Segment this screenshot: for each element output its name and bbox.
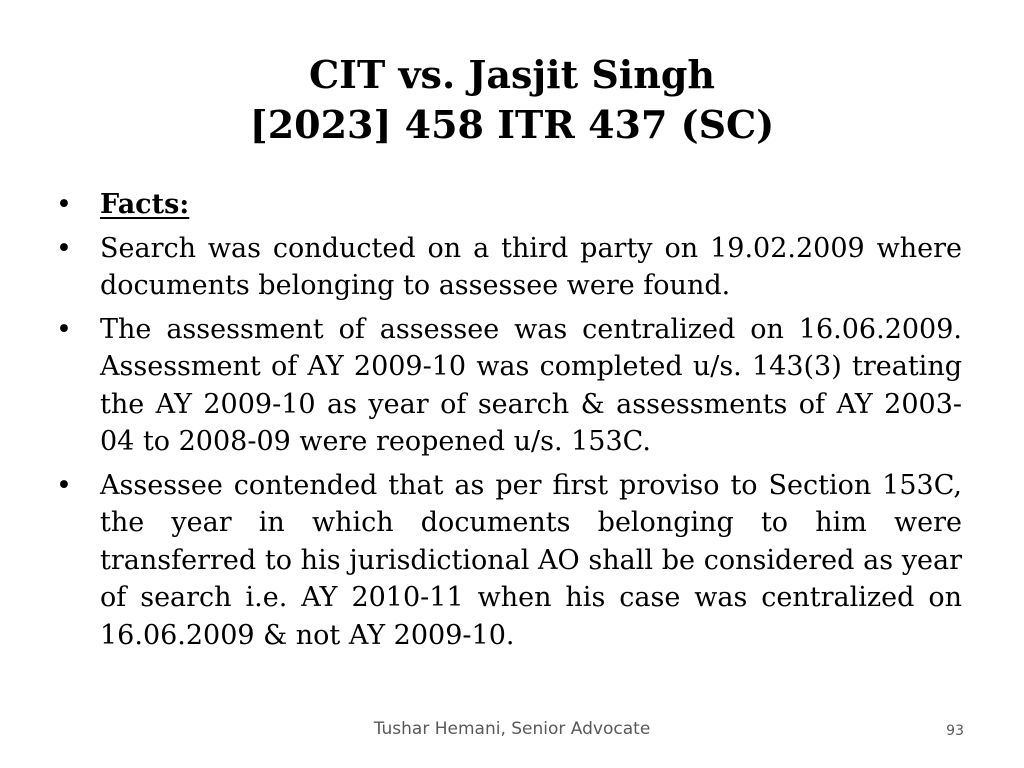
footer-author: Tushar Hemani, Senior Advocate: [373, 719, 651, 739]
bullet-icon: •: [56, 189, 72, 220]
bullet-text: The assessment of assessee was centralized on 16.06.2009. Assessment of AY 2009-10 was completed u/s. 143(3) treating the AY 2009-10 as year of search & assessments of AY 2003-04 to 2008-09 were reopened u/s. 153C.: [100, 313, 962, 457]
title-citation: [2023] 458 ITR 437 (SC): [249, 102, 775, 147]
bullet-list: [56, 186, 962, 660]
facts-heading: Facts:: [100, 189, 190, 220]
bullet-text: Search was conducted on a third party on 19.02.2009 where documents belonging to assessee were found.: [100, 232, 962, 301]
bullet-item-assessment: [56, 311, 962, 461]
bullet-text: Assessee contended that as per first proviso to Section 153C, the year in which documents belonging to him were transferred to his jurisdictional AO shall be considered as year of search i.e. AY 2010-11 when his case was centralized on 16.06.2009 & not AY 2009-10.: [100, 469, 962, 651]
bullet-icon: •: [56, 313, 72, 345]
bullet-item-search: [56, 230, 962, 305]
page-number: 93: [946, 723, 964, 739]
bullet-icon: •: [56, 469, 72, 501]
bullet-item-facts: [56, 186, 962, 224]
slide-title: [0, 50, 1024, 150]
bullet-icon: •: [56, 232, 72, 264]
bullet-item-contention: [56, 467, 962, 655]
title-case-name: CIT vs. Jasjit Singh: [308, 52, 716, 97]
